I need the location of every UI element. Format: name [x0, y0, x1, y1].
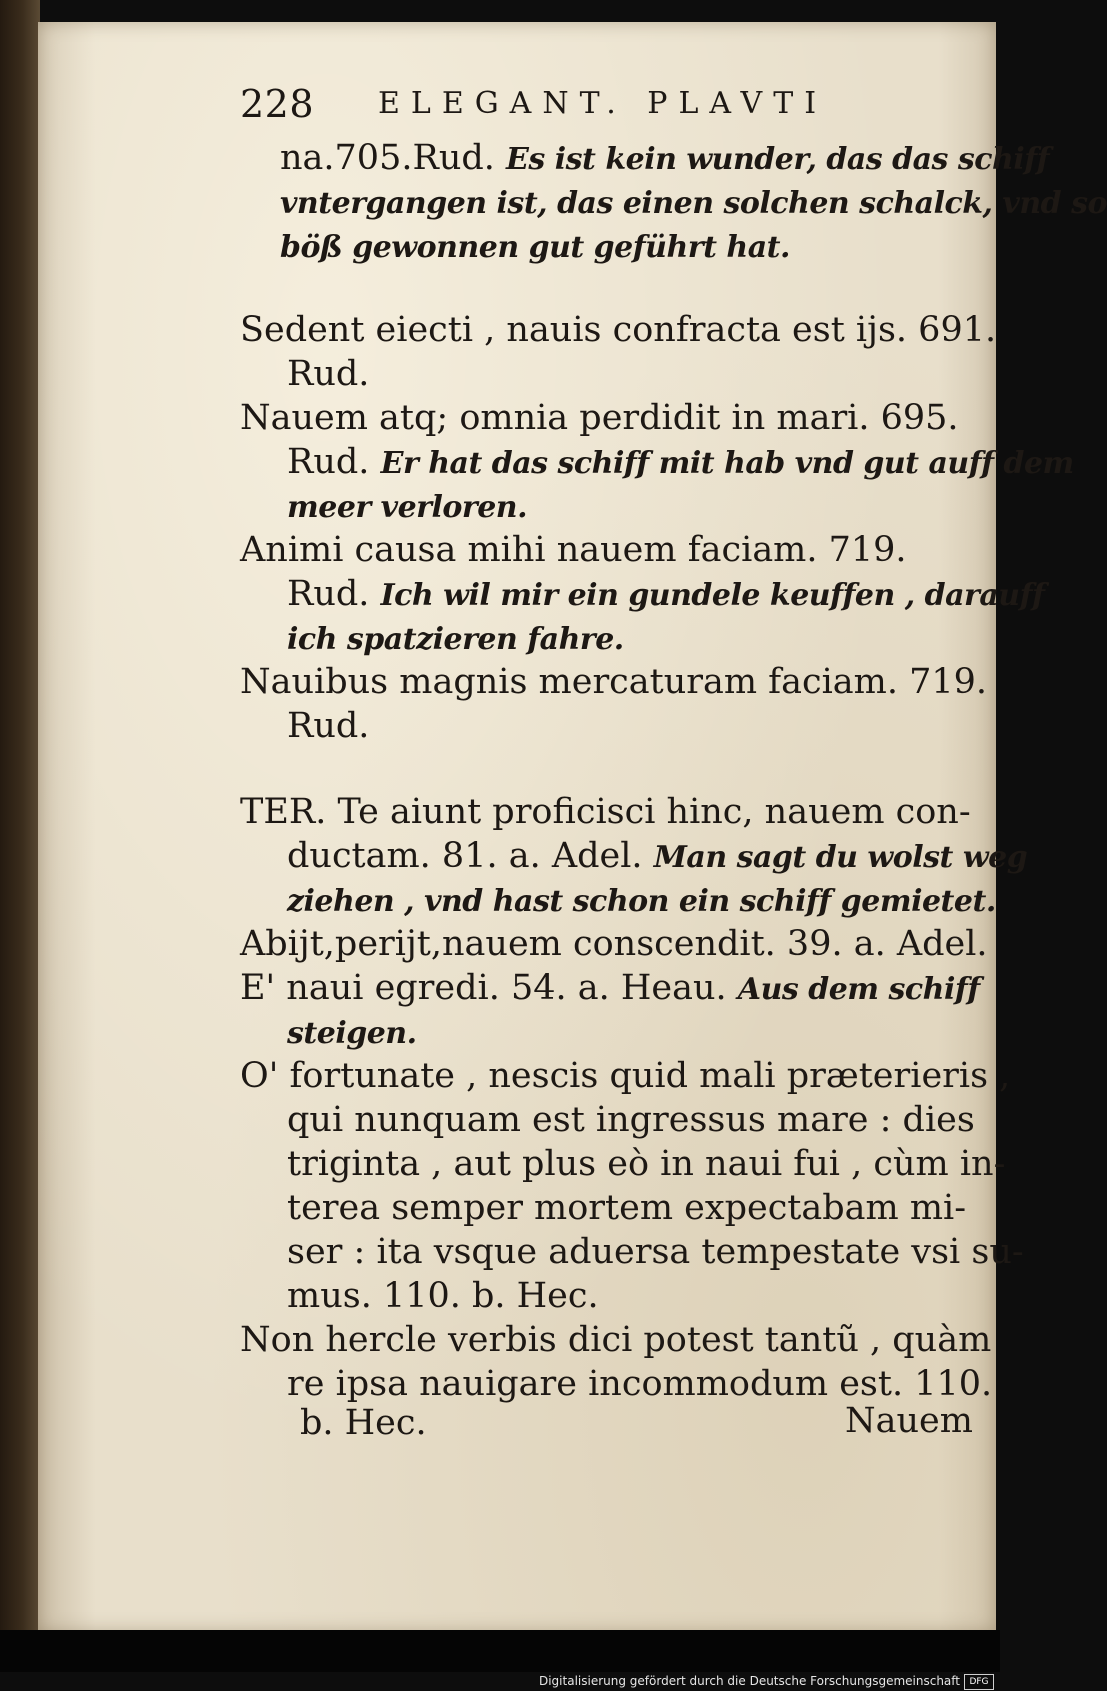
text-line: re ipsa nauigare incommodum est. 110. — [287, 1364, 993, 1404]
text-line: terea semper mortem expectabam mi- — [287, 1188, 967, 1228]
text-line: TER. Te aiunt proficisci hinc, nauem con- — [240, 792, 971, 832]
scan-binding-shadow — [0, 0, 40, 1660]
text-line: O' fortunate , nescis quid mali præterieris , — [240, 1056, 1011, 1096]
text-line: Rud. Ich wil mir ein gundele keuffen , darauff — [287, 574, 1045, 614]
footer-credit: Digitalisierung gefördert durch die Deutsche Forschungsgemeinschaft — [538, 1674, 960, 1688]
text-line: qui nunquam est ingressus mare : dies — [287, 1100, 975, 1140]
dfg-logo: DFG — [964, 1674, 994, 1690]
text-line: na.705.Rud. Es ist kein wunder, das das schiff — [280, 138, 1050, 178]
text-line: Sedent eiecti , nauis confracta est ijs. 691. — [240, 310, 997, 350]
page-number: 228 — [240, 82, 315, 126]
running-head — [240, 82, 900, 132]
text-line: ductam. 81. a. Adel. Man sagt du wolst weg — [287, 836, 1028, 876]
text-line: vntergangen ist, das einen solchen schalck, vnd so — [280, 186, 1107, 221]
text-line: Nauibus magnis mercaturam faciam. 719. — [240, 662, 988, 702]
text-line: ich spatzieren fahre. — [287, 622, 624, 657]
text-line: Non hercle verbis dici potest tantũ , quàm — [240, 1320, 992, 1360]
text-line: ziehen , vnd hast schon ein schiff gemietet. — [287, 884, 996, 919]
digitization-footer — [0, 1672, 1000, 1691]
text-line: E' naui egredi. 54. a. Heau. Aus dem schiff — [240, 968, 980, 1008]
text-line: Rud. — [287, 354, 370, 394]
text-line: böß gewonnen gut geführt hat. — [280, 230, 790, 265]
scan-bottom-edge — [0, 1630, 1000, 1672]
text-line: triginta , aut plus eò in naui fui , cùm in- — [287, 1144, 1006, 1184]
catchword: Nauem — [845, 1401, 973, 1441]
text-line: ser : ita vsque aduersa tempestate vsi su- — [287, 1232, 1024, 1272]
text-line: b. Hec. — [300, 1403, 427, 1443]
text-line: Rud. — [287, 706, 370, 746]
text-line: Rud. Er hat das schiff mit hab vnd gut auff dem — [287, 442, 1074, 482]
text-line: mus. 110. b. Hec. — [287, 1276, 599, 1316]
text-line: Nauem atq; omnia perdidit in mari. 695. — [240, 398, 959, 438]
text-line: Abijt,perijt,nauem conscendit. 39. a. Adel. — [240, 924, 988, 964]
text-line: meer verloren. — [287, 490, 528, 525]
text-line: steigen. — [287, 1016, 417, 1051]
running-title: ELEGANT. PLAVTI — [378, 86, 828, 121]
text-line: Animi causa mihi nauem faciam. 719. — [240, 530, 907, 570]
